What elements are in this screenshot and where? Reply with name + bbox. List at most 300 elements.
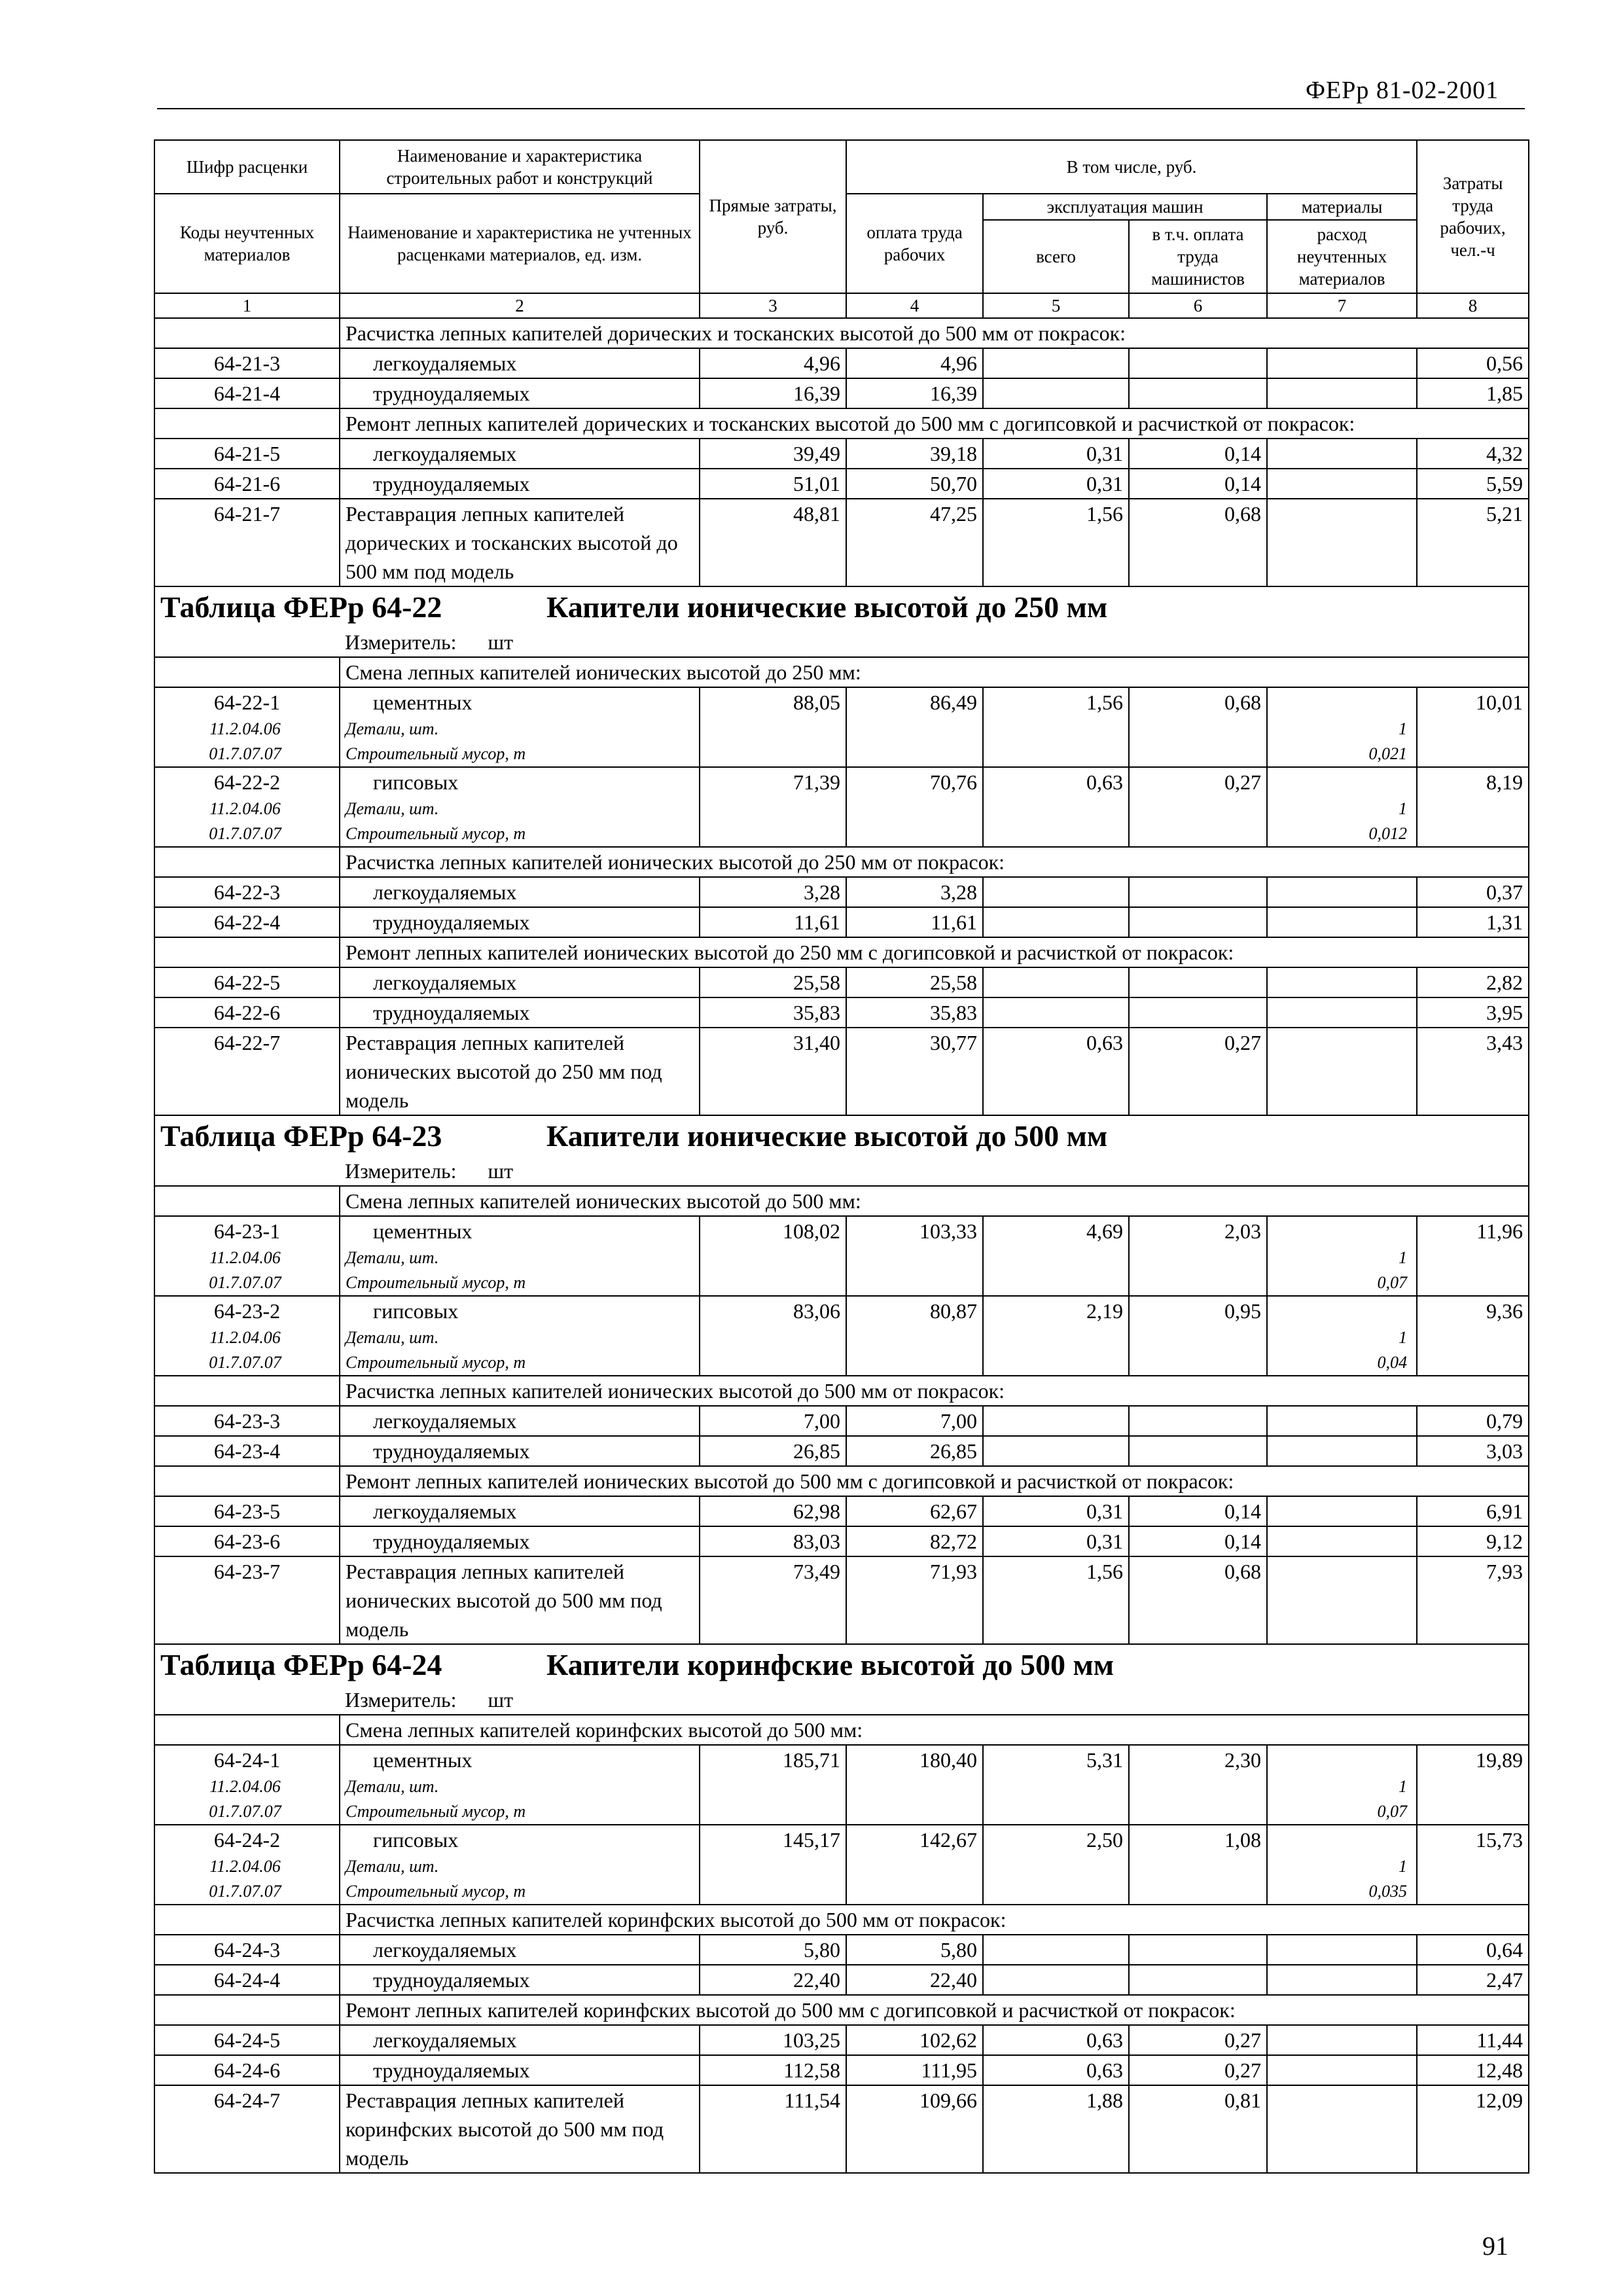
labor-pay: 16,39 — [846, 378, 983, 408]
document-code: ФЕРр 81-02-2001 — [1306, 77, 1499, 104]
col-including: В том числе, руб. — [846, 140, 1417, 194]
work-name: легкоудаляемых — [340, 1406, 700, 1436]
resource-code: 01.7.07.07 — [154, 821, 340, 847]
direct-costs: 26,85 — [700, 1436, 846, 1466]
empty-cell — [1417, 742, 1529, 767]
materials — [1267, 1935, 1417, 1965]
empty-cell — [700, 1854, 846, 1879]
resource-amount: 0,07 — [1267, 1270, 1417, 1296]
empty-cell — [846, 1799, 983, 1825]
resource-name: Детали, шт. — [340, 1854, 700, 1879]
empty-cell — [154, 318, 340, 348]
labor-pay: 5,80 — [846, 1935, 983, 1965]
resource-name: Детали, шт. — [340, 717, 700, 742]
rate-row — [154, 499, 1529, 586]
machines-labor: 0,14 — [1129, 439, 1267, 469]
resource-code: 01.7.07.07 — [154, 1879, 340, 1905]
direct-costs: 48,81 — [700, 499, 846, 586]
col-materials: материалы — [1267, 194, 1417, 220]
work-name: гипсовых — [340, 1825, 700, 1854]
section-heading: Ремонт лепных капителей ионических высотой до 500 мм с догипсовкой и расчисткой от покрасок: — [340, 1466, 1529, 1496]
materials — [1267, 2025, 1417, 2055]
measure-label: Измеритель: — [345, 630, 457, 654]
empty-cell — [983, 1325, 1129, 1350]
resource-name: Детали, шт. — [340, 1246, 700, 1270]
col-number: 7 — [1267, 293, 1417, 318]
direct-costs: 51,01 — [700, 469, 846, 499]
col-number: 4 — [846, 293, 983, 318]
work-name: легкоудаляемых — [340, 1496, 700, 1526]
machines-total — [983, 1965, 1129, 1995]
table-name: Капители коринфские высотой до 500 мм — [546, 1648, 1115, 1681]
materials — [1267, 907, 1417, 937]
direct-costs: 62,98 — [700, 1496, 846, 1526]
labor-pay: 7,00 — [846, 1406, 983, 1436]
section-heading: Смена лепных капителей ионических высотой до 250 мм: — [340, 657, 1529, 687]
labor-costs: 7,93 — [1417, 1556, 1529, 1644]
empty-cell — [983, 1879, 1129, 1905]
empty-cell — [1129, 1325, 1267, 1350]
rate-code: 64-21-5 — [154, 439, 340, 469]
empty-cell — [1417, 1774, 1529, 1799]
col-labor-pay: оплата труда рабочих — [846, 194, 983, 293]
labor-costs: 12,09 — [1417, 2085, 1529, 2173]
materials — [1267, 1825, 1417, 1854]
resource-code: 11.2.04.06 — [154, 1774, 340, 1799]
materials — [1267, 1406, 1417, 1436]
col-name-bottom: Наименование и характеристика не учтенных расценками материалов, ед. изм. — [340, 194, 700, 293]
rate-row — [154, 767, 1529, 797]
resource-name: Детали, шт. — [340, 797, 700, 821]
empty-cell — [154, 1715, 340, 1745]
rate-code: 64-24-6 — [154, 2055, 340, 2085]
machines-total: 0,63 — [983, 1028, 1129, 1115]
resource-amount: 0,021 — [1267, 742, 1417, 767]
work-name: цементных — [340, 687, 700, 717]
rate-row — [154, 469, 1529, 499]
labor-pay: 22,40 — [846, 1965, 983, 1995]
resource-code: 01.7.07.07 — [154, 1350, 340, 1376]
work-name: Реставрация лепных капителей дорических и тосканских высотой до 500 мм под модель — [340, 499, 700, 586]
resource-row — [154, 1854, 1529, 1879]
work-name: легкоудаляемых — [340, 877, 700, 907]
empty-cell — [154, 1186, 340, 1216]
work-name: трудноудаляемых — [340, 378, 700, 408]
labor-pay: 142,67 — [846, 1825, 983, 1854]
materials — [1267, 877, 1417, 907]
resource-amount: 1 — [1267, 1774, 1417, 1799]
rate-row — [154, 997, 1529, 1028]
machines-labor: 0,14 — [1129, 469, 1267, 499]
machines-total: 2,19 — [983, 1296, 1129, 1325]
empty-cell — [1129, 1879, 1267, 1905]
section-heading: Расчистка лепных капителей коринфских высотой до 500 мм от покрасок: — [340, 1905, 1529, 1935]
rate-code: 64-23-7 — [154, 1556, 340, 1644]
machines-labor: 0,68 — [1129, 687, 1267, 717]
materials — [1267, 348, 1417, 378]
empty-cell — [1129, 1774, 1267, 1799]
empty-cell — [846, 1854, 983, 1879]
empty-cell — [1129, 797, 1267, 821]
labor-costs: 2,47 — [1417, 1965, 1529, 1995]
table-name: Капители ионические высотой до 250 мм — [546, 590, 1108, 624]
labor-costs: 9,36 — [1417, 1296, 1529, 1325]
resource-row — [154, 742, 1529, 767]
empty-cell — [1417, 821, 1529, 847]
work-name: трудноудаляемых — [340, 1526, 700, 1556]
resource-amount: 0,035 — [1267, 1879, 1417, 1905]
rate-code: 64-22-7 — [154, 1028, 340, 1115]
resource-row — [154, 821, 1529, 847]
empty-cell — [700, 821, 846, 847]
empty-cell — [983, 1799, 1129, 1825]
machines-labor: 2,30 — [1129, 1745, 1267, 1774]
materials — [1267, 1296, 1417, 1325]
machines-total: 0,31 — [983, 1496, 1129, 1526]
empty-cell — [983, 1774, 1129, 1799]
empty-cell — [154, 408, 340, 439]
section-heading: Ремонт лепных капителей коринфских высотой до 500 мм с догипсовкой и расчисткой от покрасок: — [340, 1995, 1529, 2025]
empty-cell — [846, 742, 983, 767]
section-row — [154, 847, 1529, 877]
resource-name: Детали, шт. — [340, 1774, 700, 1799]
machines-total: 0,63 — [983, 2055, 1129, 2085]
rate-row — [154, 1965, 1529, 1995]
labor-pay: 30,77 — [846, 1028, 983, 1115]
measure — [154, 628, 1529, 657]
direct-costs: 7,00 — [700, 1406, 846, 1436]
rate-code: 64-22-6 — [154, 997, 340, 1028]
table-title-row — [154, 1115, 1529, 1157]
col-machines-labor: в т.ч. оплата труда машинистов — [1129, 220, 1267, 293]
machines-total: 0,31 — [983, 1526, 1129, 1556]
machines-labor — [1129, 348, 1267, 378]
rate-row — [154, 1216, 1529, 1246]
materials — [1267, 1965, 1417, 1995]
direct-costs: 16,39 — [700, 378, 846, 408]
materials — [1267, 1526, 1417, 1556]
machines-labor: 0,68 — [1129, 499, 1267, 586]
materials — [1267, 1436, 1417, 1466]
rate-row — [154, 1436, 1529, 1466]
machines-total: 1,56 — [983, 1556, 1129, 1644]
resource-row — [154, 1325, 1529, 1350]
labor-costs: 1,85 — [1417, 378, 1529, 408]
empty-cell — [700, 1774, 846, 1799]
resource-row — [154, 717, 1529, 742]
labor-costs: 0,37 — [1417, 877, 1529, 907]
direct-costs: 31,40 — [700, 1028, 846, 1115]
work-name: легкоудаляемых — [340, 967, 700, 997]
labor-pay: 103,33 — [846, 1216, 983, 1246]
empty-cell — [700, 1879, 846, 1905]
machines-labor — [1129, 997, 1267, 1028]
materials — [1267, 967, 1417, 997]
measure-unit: шт — [488, 1159, 514, 1183]
col-direct-costs: Прямые затраты, руб. — [700, 140, 846, 293]
rates-table — [154, 139, 1529, 2174]
labor-pay: 102,62 — [846, 2025, 983, 2055]
table-code: Таблица ФЕРр 64-22 — [160, 590, 442, 624]
resource-name: Строительный мусор, т — [340, 1879, 700, 1905]
empty-cell — [700, 1325, 846, 1350]
labor-pay: 111,95 — [846, 2055, 983, 2085]
section-row — [154, 1186, 1529, 1216]
col-materials-unaccounted: расход неучтенных материалов — [1267, 220, 1417, 293]
work-name: Реставрация лепных капителей ионических высотой до 500 мм под модель — [340, 1556, 700, 1644]
machines-labor — [1129, 1406, 1267, 1436]
section-row — [154, 657, 1529, 687]
rate-code: 64-24-7 — [154, 2085, 340, 2173]
empty-cell — [1129, 1246, 1267, 1270]
machines-total: 0,31 — [983, 469, 1129, 499]
machines-labor — [1129, 877, 1267, 907]
work-name: трудноудаляемых — [340, 1965, 700, 1995]
rate-row — [154, 907, 1529, 937]
empty-cell — [700, 1246, 846, 1270]
machines-labor: 0,27 — [1129, 2055, 1267, 2085]
direct-costs: 25,58 — [700, 967, 846, 997]
rate-row — [154, 1296, 1529, 1325]
empty-cell — [1417, 1799, 1529, 1825]
labor-pay: 11,61 — [846, 907, 983, 937]
labor-costs: 11,96 — [1417, 1216, 1529, 1246]
rate-row — [154, 2085, 1529, 2173]
header-rule — [157, 108, 1525, 109]
materials — [1267, 439, 1417, 469]
empty-cell — [983, 742, 1129, 767]
labor-pay: 180,40 — [846, 1745, 983, 1774]
section-row — [154, 1905, 1529, 1935]
resource-name: Строительный мусор, т — [340, 1350, 700, 1376]
empty-cell — [983, 1350, 1129, 1376]
empty-cell — [846, 1350, 983, 1376]
direct-costs: 83,03 — [700, 1526, 846, 1556]
direct-costs: 83,06 — [700, 1296, 846, 1325]
machines-labor: 1,08 — [1129, 1825, 1267, 1854]
empty-cell — [1417, 1854, 1529, 1879]
labor-costs: 9,12 — [1417, 1526, 1529, 1556]
work-name: трудноудаляемых — [340, 907, 700, 937]
rate-code: 64-24-2 — [154, 1825, 340, 1854]
empty-cell — [983, 821, 1129, 847]
section-row — [154, 937, 1529, 967]
rate-row — [154, 1526, 1529, 1556]
direct-costs: 4,96 — [700, 348, 846, 378]
labor-pay: 50,70 — [846, 469, 983, 499]
empty-cell — [1129, 717, 1267, 742]
resource-code: 01.7.07.07 — [154, 742, 340, 767]
direct-costs: 5,80 — [700, 1935, 846, 1965]
machines-labor: 2,03 — [1129, 1216, 1267, 1246]
empty-cell — [1129, 821, 1267, 847]
col-number: 3 — [700, 293, 846, 318]
resource-row — [154, 1246, 1529, 1270]
measure-label: Измеритель: — [345, 1159, 457, 1183]
labor-pay: 26,85 — [846, 1436, 983, 1466]
resource-row — [154, 1879, 1529, 1905]
machines-labor — [1129, 1965, 1267, 1995]
empty-cell — [1417, 1270, 1529, 1296]
col-cipher: Шифр расценки — [154, 140, 340, 194]
col-number: 1 — [154, 293, 340, 318]
machines-labor: 0,14 — [1129, 1526, 1267, 1556]
rate-code: 64-23-1 — [154, 1216, 340, 1246]
empty-cell — [983, 717, 1129, 742]
direct-costs: 22,40 — [700, 1965, 846, 1995]
resource-row — [154, 797, 1529, 821]
rate-row — [154, 687, 1529, 717]
machines-labor: 0,68 — [1129, 1556, 1267, 1644]
table-title — [154, 1115, 1529, 1157]
table-code: Таблица ФЕРр 64-23 — [160, 1119, 442, 1153]
machines-labor — [1129, 967, 1267, 997]
labor-costs: 0,56 — [1417, 348, 1529, 378]
section-heading: Расчистка лепных капителей дорических и тосканских высотой до 500 мм от покрасок: — [340, 318, 1529, 348]
labor-pay: 80,87 — [846, 1296, 983, 1325]
rate-code: 64-23-4 — [154, 1436, 340, 1466]
empty-cell — [1417, 1325, 1529, 1350]
machines-total: 1,56 — [983, 499, 1129, 586]
empty-cell — [846, 1246, 983, 1270]
materials — [1267, 469, 1417, 499]
direct-costs: 112,58 — [700, 2055, 846, 2085]
resource-name: Строительный мусор, т — [340, 742, 700, 767]
labor-pay: 70,76 — [846, 767, 983, 797]
resource-code: 11.2.04.06 — [154, 797, 340, 821]
section-row — [154, 1715, 1529, 1745]
machines-total — [983, 1406, 1129, 1436]
labor-pay: 62,67 — [846, 1496, 983, 1526]
rate-row — [154, 439, 1529, 469]
materials — [1267, 1745, 1417, 1774]
measure-label: Измеритель: — [345, 1688, 457, 1712]
resource-amount: 0,07 — [1267, 1799, 1417, 1825]
rate-row — [154, 1496, 1529, 1526]
machines-labor: 0,95 — [1129, 1296, 1267, 1325]
labor-pay: 25,58 — [846, 967, 983, 997]
col-labor-costs: Затраты труда рабочих, чел.-ч — [1417, 140, 1529, 293]
col-number: 6 — [1129, 293, 1267, 318]
empty-cell — [154, 1995, 340, 2025]
empty-cell — [1129, 1350, 1267, 1376]
empty-cell — [983, 1246, 1129, 1270]
resource-amount: 0,04 — [1267, 1350, 1417, 1376]
resource-code: 11.2.04.06 — [154, 1854, 340, 1879]
machines-total — [983, 378, 1129, 408]
labor-pay: 47,25 — [846, 499, 983, 586]
empty-cell — [983, 797, 1129, 821]
measure-row — [154, 628, 1529, 657]
section-row — [154, 318, 1529, 348]
table-title-row — [154, 1644, 1529, 1685]
work-name: Реставрация лепных капителей коринфских высотой до 500 мм под модель — [340, 2085, 700, 2173]
rate-row — [154, 2025, 1529, 2055]
empty-cell — [846, 717, 983, 742]
measure-unit: шт — [488, 630, 514, 654]
machines-total: 5,31 — [983, 1745, 1129, 1774]
rate-code: 64-24-1 — [154, 1745, 340, 1774]
labor-pay: 109,66 — [846, 2085, 983, 2173]
empty-cell — [154, 1466, 340, 1496]
materials — [1267, 499, 1417, 586]
empty-cell — [1417, 797, 1529, 821]
direct-costs: 71,39 — [700, 767, 846, 797]
empty-cell — [154, 937, 340, 967]
resource-row — [154, 1350, 1529, 1376]
rate-row — [154, 1825, 1529, 1854]
empty-cell — [154, 1376, 340, 1406]
machines-total: 4,69 — [983, 1216, 1129, 1246]
direct-costs: 185,71 — [700, 1745, 846, 1774]
empty-cell — [846, 1325, 983, 1350]
machines-total — [983, 877, 1129, 907]
machines-total: 2,50 — [983, 1825, 1129, 1854]
empty-cell — [846, 1270, 983, 1296]
labor-pay: 86,49 — [846, 687, 983, 717]
rate-row — [154, 1935, 1529, 1965]
direct-costs: 88,05 — [700, 687, 846, 717]
empty-cell — [700, 1350, 846, 1376]
labor-costs: 15,73 — [1417, 1825, 1529, 1854]
labor-costs: 3,43 — [1417, 1028, 1529, 1115]
resource-code: 11.2.04.06 — [154, 1325, 340, 1350]
measure-row — [154, 1685, 1529, 1715]
resource-amount: 1 — [1267, 1325, 1417, 1350]
machines-labor: 0,14 — [1129, 1496, 1267, 1526]
empty-cell — [700, 797, 846, 821]
machines-labor: 0,27 — [1129, 1028, 1267, 1115]
materials — [1267, 997, 1417, 1028]
resource-code: 11.2.04.06 — [154, 1246, 340, 1270]
direct-costs: 103,25 — [700, 2025, 846, 2055]
rate-code: 64-23-6 — [154, 1526, 340, 1556]
rate-code: 64-22-2 — [154, 767, 340, 797]
work-name: гипсовых — [340, 767, 700, 797]
labor-costs: 8,19 — [1417, 767, 1529, 797]
machines-total — [983, 1436, 1129, 1466]
work-name: легкоудаляемых — [340, 1935, 700, 1965]
labor-costs: 6,91 — [1417, 1496, 1529, 1526]
rate-code: 64-23-5 — [154, 1496, 340, 1526]
direct-costs: 11,61 — [700, 907, 846, 937]
work-name: трудноудаляемых — [340, 469, 700, 499]
empty-cell — [1129, 742, 1267, 767]
page-number: 91 — [1482, 2231, 1508, 2261]
empty-cell — [846, 1879, 983, 1905]
rate-row — [154, 1745, 1529, 1774]
resource-amount: 0,012 — [1267, 821, 1417, 847]
section-row — [154, 1995, 1529, 2025]
machines-labor — [1129, 378, 1267, 408]
empty-cell — [983, 1854, 1129, 1879]
empty-cell — [700, 1799, 846, 1825]
labor-pay: 4,96 — [846, 348, 983, 378]
section-heading: Ремонт лепных капителей ионических высотой до 250 мм с догипсовкой и расчисткой от покрасок: — [340, 937, 1529, 967]
resource-amount: 1 — [1267, 1246, 1417, 1270]
materials — [1267, 687, 1417, 717]
rate-row — [154, 2055, 1529, 2085]
measure — [154, 1685, 1529, 1715]
measure-unit: шт — [488, 1688, 514, 1712]
rate-code: 64-23-2 — [154, 1296, 340, 1325]
empty-cell — [1417, 1350, 1529, 1376]
empty-cell — [1417, 717, 1529, 742]
materials — [1267, 1556, 1417, 1644]
resource-amount: 1 — [1267, 1854, 1417, 1879]
machines-total: 0,31 — [983, 439, 1129, 469]
rate-row — [154, 1406, 1529, 1436]
